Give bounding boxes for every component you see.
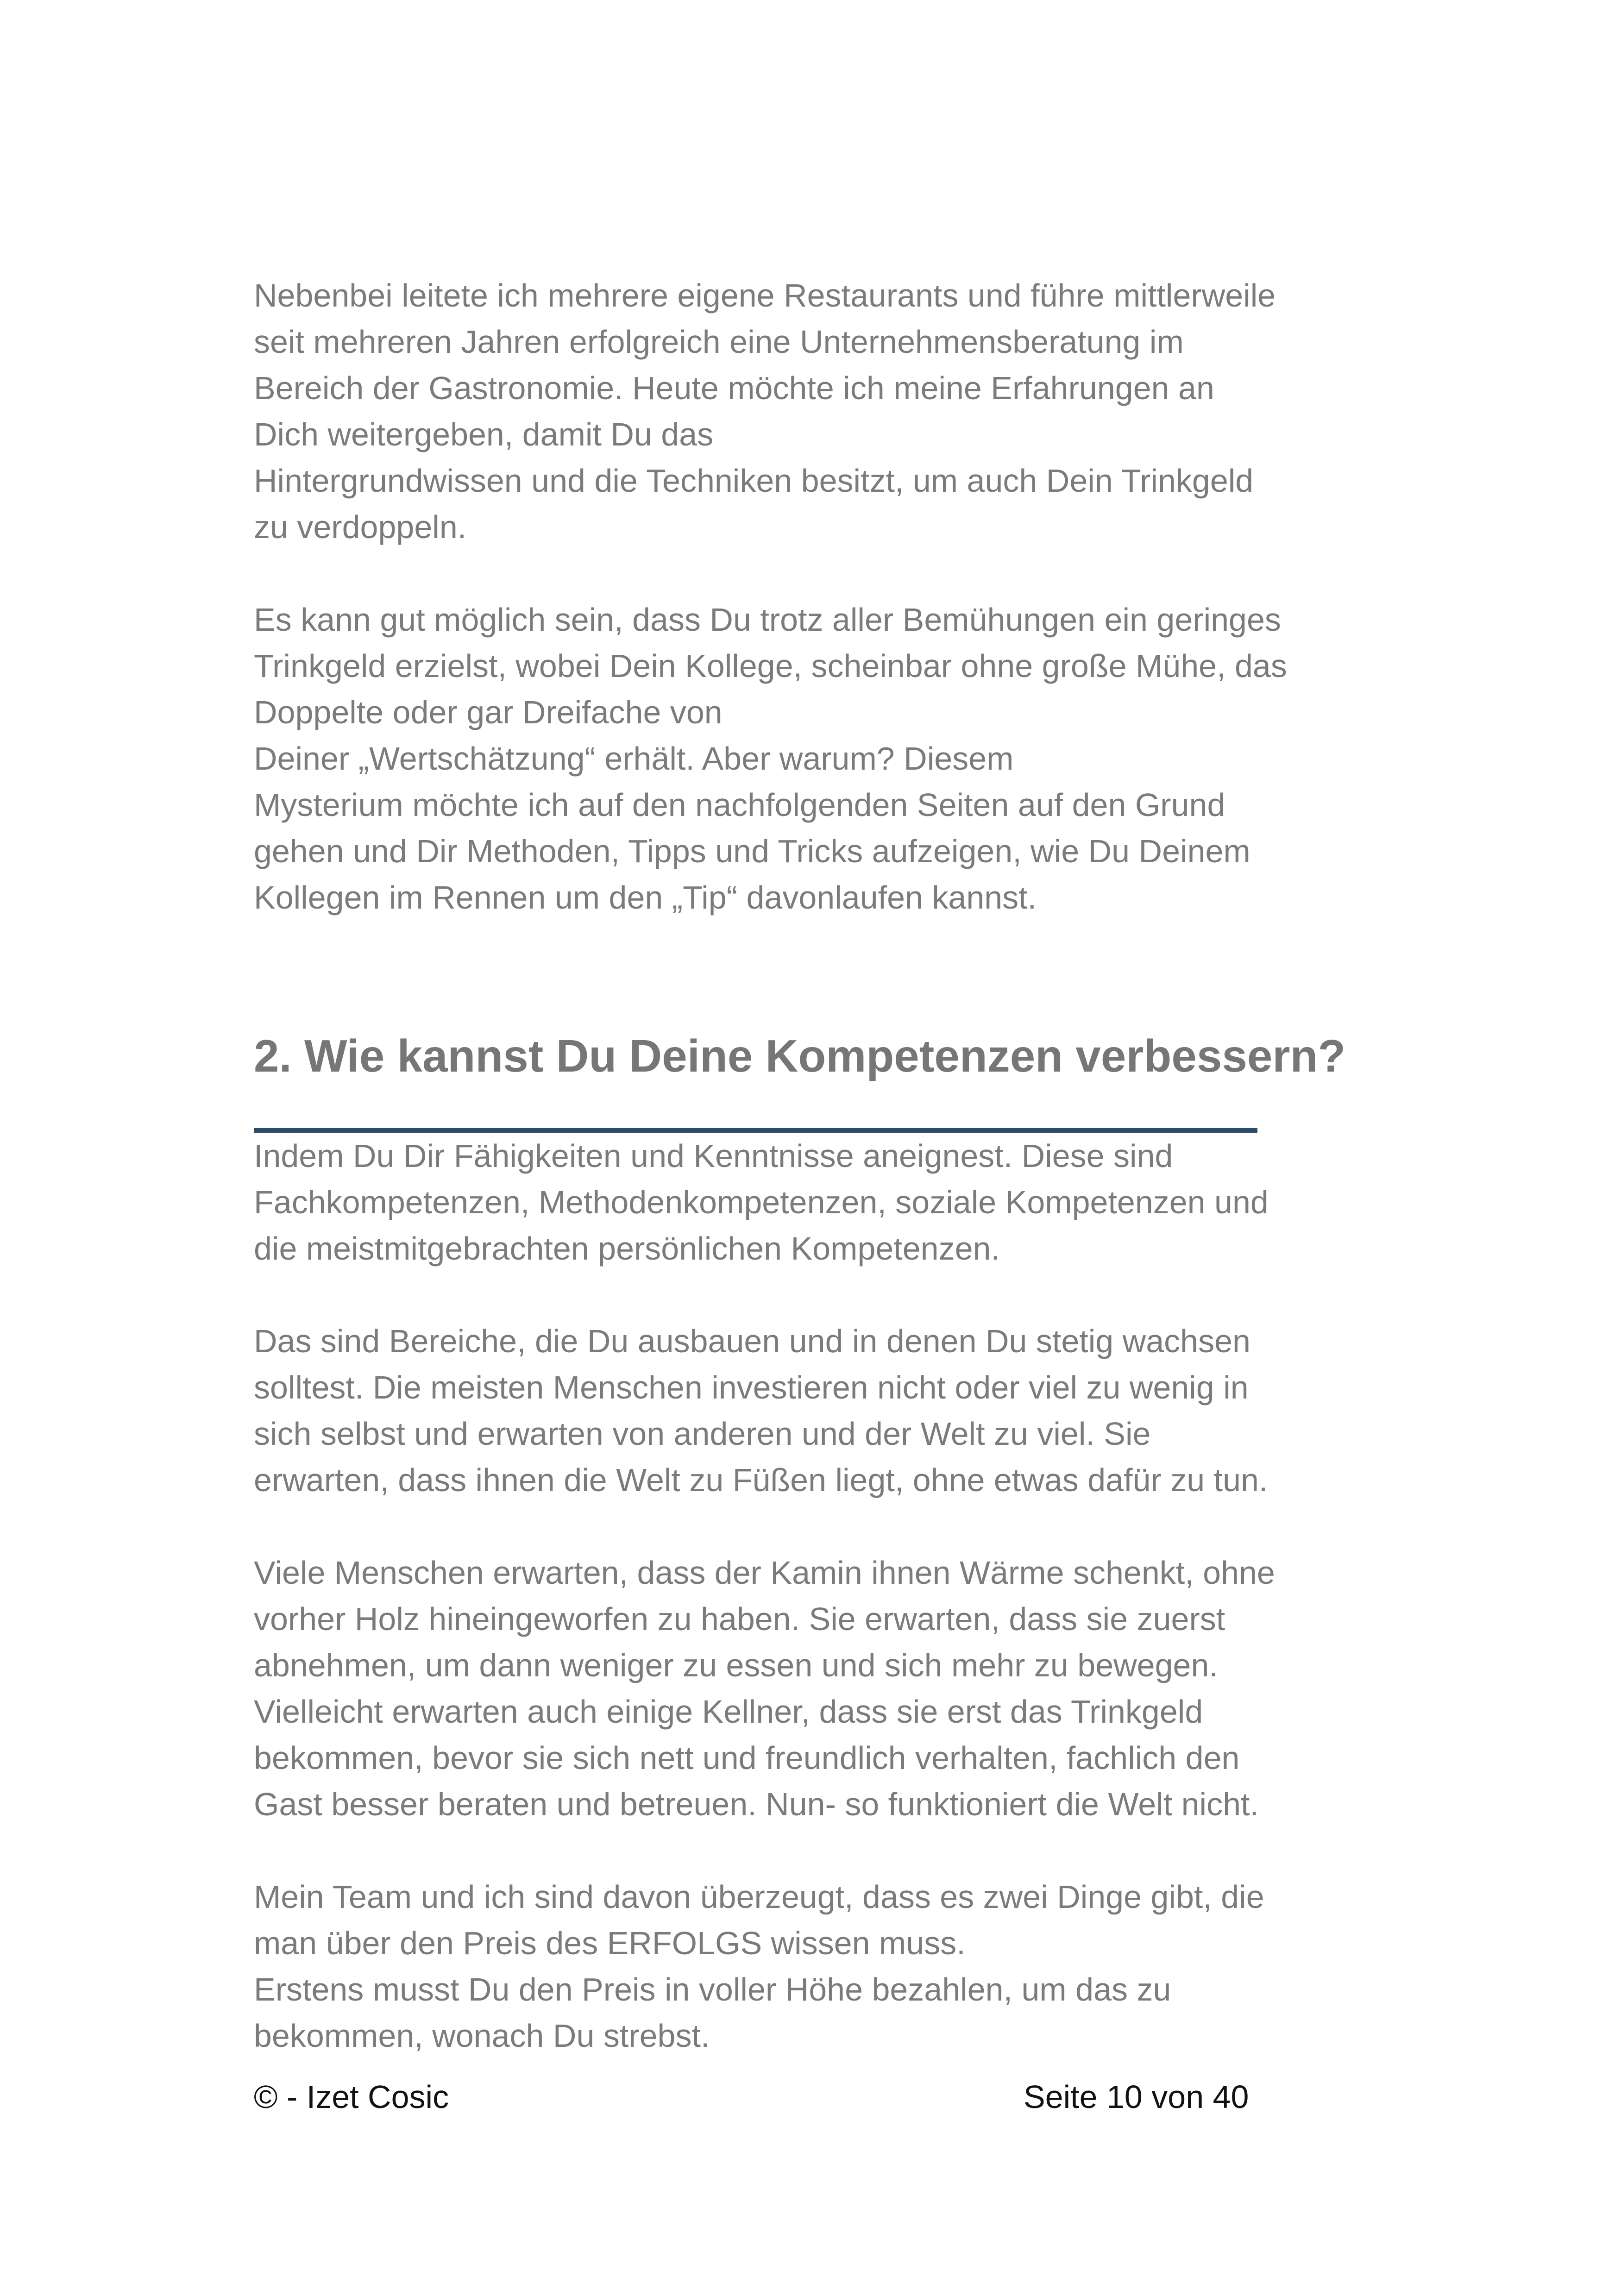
text-line: Es kann gut möglich sein, dass Du trotz aller Bemühungen ein geringes bbox=[254, 602, 1281, 638]
text-line: gehen und Dir Methoden, Tipps und Tricks aufzeigen, wie Du Deinem bbox=[254, 833, 1250, 869]
text-line: Bereich der Gastronomie. Heute möchte ich meine Erfahrungen an bbox=[254, 370, 1214, 406]
section-heading: 2. Wie kannst Du Deine Kompetenzen verbessern? bbox=[254, 1030, 1346, 1081]
text-line: Erstens musst Du den Preis in voller Höhe bezahlen, um das zu bbox=[254, 1971, 1171, 2007]
section-paragraph-4 bbox=[254, 1874, 1439, 2059]
heading-underline bbox=[254, 1128, 1257, 1133]
text-line: Nebenbei leitete ich mehrere eigene Restaurants und führe mittlerweile bbox=[254, 277, 1276, 314]
text-line: zu verdoppeln. bbox=[254, 509, 467, 545]
text-line: Indem Du Dir Fähigkeiten und Kenntnisse aneignest. Diese sind bbox=[254, 1138, 1173, 1174]
text-line: solltest. Die meisten Menschen investieren nicht oder viel zu wenig in bbox=[254, 1369, 1249, 1405]
text-line: bekommen, wonach Du strebst. bbox=[254, 2018, 710, 2054]
text-line: Vielleicht erwarten auch einige Kellner, dass sie erst das Trinkgeld bbox=[254, 1694, 1203, 1730]
text-line: Trinkgeld erzielst, wobei Dein Kollege, scheinbar ohne große Mühe, das bbox=[254, 648, 1287, 684]
text-line: Gast besser beraten und betreuen. Nun- so funktioniert die Welt nicht. bbox=[254, 1786, 1259, 1822]
text-line: die meistmitgebrachten persönlichen Kompetenzen. bbox=[254, 1230, 1000, 1267]
text-line: Hintergrundwissen und die Techniken besitzt, um auch Dein Trinkgeld bbox=[254, 463, 1254, 499]
text-line: sich selbst und erwarten von anderen und der Welt zu viel. Sie bbox=[254, 1416, 1151, 1452]
text-line: erwarten, dass ihnen die Welt zu Füßen liegt, ohne etwas dafür zu tun. bbox=[254, 1462, 1268, 1498]
intro-paragraph-2 bbox=[254, 596, 1439, 921]
section-paragraph-1 bbox=[254, 1133, 1439, 1272]
intro-paragraph-1 bbox=[254, 272, 1439, 550]
text-line: man über den Preis des ERFOLGS wissen muss. bbox=[254, 1925, 966, 1961]
section-paragraph-2 bbox=[254, 1318, 1439, 1503]
footer-copyright: © - Izet Cosic bbox=[254, 2079, 449, 2115]
text-line: Dich weitergeben, damit Du das bbox=[254, 416, 714, 452]
text-line: Mysterium möchte ich auf den nachfolgenden Seiten auf den Grund bbox=[254, 787, 1225, 823]
text-line: Deiner „Wertschätzung“ erhält. Aber warum? Diesem bbox=[254, 740, 1014, 777]
text-line: Fachkompetenzen, Methodenkompetenzen, soziale Kompetenzen und bbox=[254, 1184, 1269, 1220]
text-line: Das sind Bereiche, die Du ausbauen und in denen Du stetig wachsen bbox=[254, 1323, 1250, 1359]
text-line: bekommen, bevor sie sich nett und freundlich verhalten, fachlich den bbox=[254, 1740, 1240, 1776]
text-line: vorher Holz hineingeworfen zu haben. Sie erwarten, dass sie zuerst bbox=[254, 1601, 1225, 1637]
text-line: seit mehreren Jahren erfolgreich eine Unternehmensberatung im bbox=[254, 324, 1184, 360]
text-line: Doppelte oder gar Dreifache von bbox=[254, 694, 723, 730]
section-paragraph-3 bbox=[254, 1549, 1439, 1827]
page-content bbox=[254, 272, 1439, 2059]
footer-page-number: Seite 10 von 40 bbox=[1024, 2079, 1249, 2115]
text-line: Viele Menschen erwarten, dass der Kamin ihnen Wärme schenkt, ohne bbox=[254, 1555, 1275, 1591]
text-line: abnehmen, um dann weniger zu essen und sich mehr zu bewegen. bbox=[254, 1647, 1218, 1683]
text-line: Mein Team und ich sind davon überzeugt, dass es zwei Dinge gibt, die bbox=[254, 1879, 1264, 1915]
text-line: Kollegen im Rennen um den „Tip“ davonlaufen kannst. bbox=[254, 879, 1037, 916]
